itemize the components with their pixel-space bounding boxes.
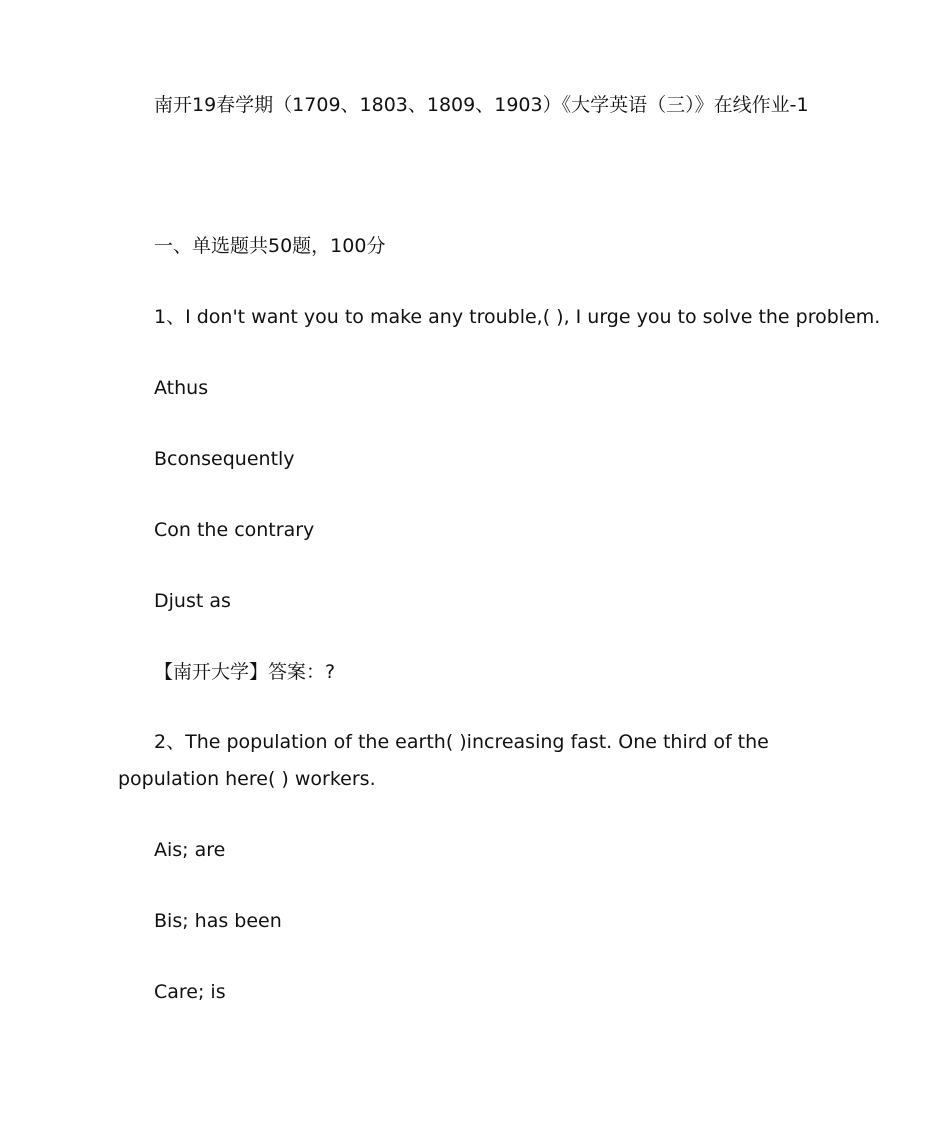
question-1-stem: 1、I don't want you to make any trouble,( ), I urge you to solve the problem. <box>154 306 881 328</box>
question-2-stem: 2、The population of the earth( )increasing fast. One third of the population here( ) workers. <box>118 731 769 790</box>
question-2-option-b: Bis; has been <box>154 910 282 932</box>
question-1-answer: 【南开大学】答案：? <box>154 661 336 683</box>
question-1-option-d: Djust as <box>154 590 231 612</box>
question-1-option-b: Bconsequently <box>154 448 295 470</box>
question-2-option-c: Care; is <box>154 981 226 1003</box>
question-2-option-a: Ais; are <box>154 839 226 861</box>
question-1-option-c: Con the contrary <box>154 519 315 541</box>
section-heading: 一、单选题共50题，100分 <box>154 235 386 257</box>
question-1-option-a: Athus <box>154 377 209 399</box>
document-title: 南开19春学期（1709、1803、1809、1903）《大学英语（三）》在线作业-1 <box>154 94 809 116</box>
